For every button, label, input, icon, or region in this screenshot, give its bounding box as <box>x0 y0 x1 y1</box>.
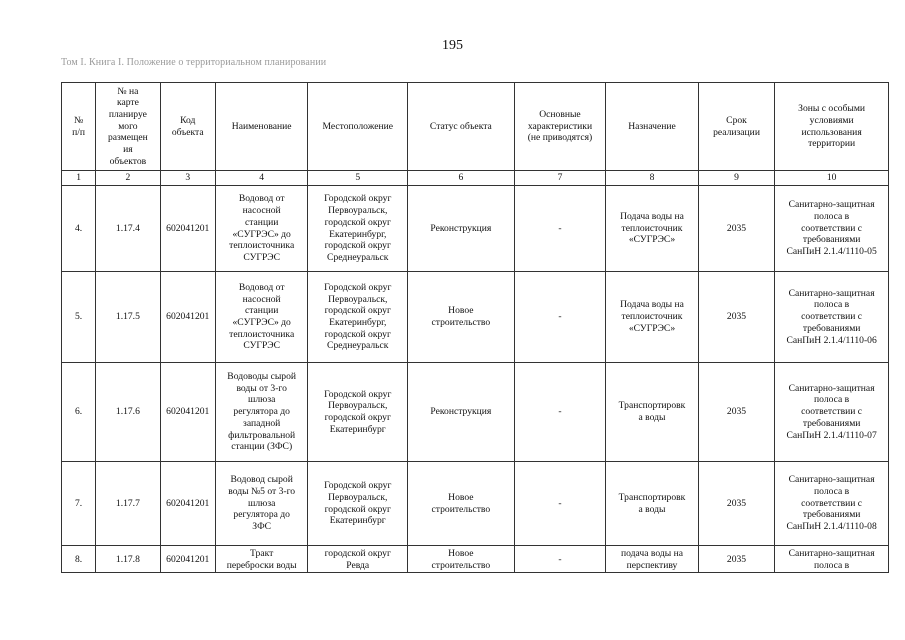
object-status: Новое строительство <box>408 462 515 546</box>
map-number: 1.17.8 <box>96 546 160 573</box>
object-characteristics: - <box>514 546 606 573</box>
header-row <box>62 83 889 171</box>
object-location: Городской округ Первоуральск, городской округ Екатеринбург <box>308 363 408 462</box>
column-number: 10 <box>775 171 889 186</box>
column-number: 5 <box>308 171 408 186</box>
map-number: 1.17.6 <box>96 363 160 462</box>
object-term: 2035 <box>698 462 774 546</box>
row-number: 8. <box>62 546 96 573</box>
object-term: 2035 <box>698 363 774 462</box>
object-characteristics: - <box>514 363 606 462</box>
table-row <box>62 546 889 573</box>
header-cell: Зоны с особыми условиями использования территории <box>775 83 889 171</box>
object-location: Городской округ Первоуральск, городской округ Екатеринбург, городской округ Среднеуральск <box>308 186 408 272</box>
object-name: Водоводы сырой воды от 3-го шлюза регулятора до западной фильтровальной станции (ЗФС) <box>215 363 308 462</box>
row-number: 4. <box>62 186 96 272</box>
header-cell: Код объекта <box>160 83 215 171</box>
object-name: Водовод сырой воды №5 от 3-го шлюза регулятора до ЗФС <box>215 462 308 546</box>
object-location: Городской округ Первоуральск, городской округ Екатеринбург <box>308 462 408 546</box>
column-number: 8 <box>606 171 699 186</box>
object-zones: Санитарно-защитная полоса в <box>775 546 889 573</box>
object-status: Новое строительство <box>408 546 515 573</box>
map-number: 1.17.4 <box>96 186 160 272</box>
object-code: 602041201 <box>160 546 215 573</box>
object-status: Новое строительство <box>408 272 515 363</box>
object-zones: Санитарно-защитная полоса в соответствии с требованиями СанПиН 2.1.4/1110-05 <box>775 186 889 272</box>
object-purpose: подача воды на перспективу <box>606 546 699 573</box>
object-code: 602041201 <box>160 186 215 272</box>
object-purpose: Подача воды на теплоисточник «СУГРЭС» <box>606 272 699 363</box>
object-code: 602041201 <box>160 462 215 546</box>
object-characteristics: - <box>514 186 606 272</box>
row-number: 7. <box>62 462 96 546</box>
object-zones: Санитарно-защитная полоса в соответствии с требованиями СанПиН 2.1.4/1110-06 <box>775 272 889 363</box>
object-name: Тракт переброски воды <box>215 546 308 573</box>
column-number: 4 <box>215 171 308 186</box>
object-term: 2035 <box>698 272 774 363</box>
column-number: 2 <box>96 171 160 186</box>
column-number: 7 <box>514 171 606 186</box>
table-row <box>62 186 889 272</box>
object-characteristics: - <box>514 462 606 546</box>
row-number: 6. <box>62 363 96 462</box>
column-number: 6 <box>408 171 515 186</box>
header-cell: Основные характеристики (не приводятся) <box>514 83 606 171</box>
object-zones: Санитарно-защитная полоса в соответствии с требованиями СанПиН 2.1.4/1110-08 <box>775 462 889 546</box>
table-row <box>62 462 889 546</box>
object-purpose: Подача воды на теплоисточник «СУГРЭС» <box>606 186 699 272</box>
object-characteristics: - <box>514 272 606 363</box>
column-number-row <box>62 171 889 186</box>
column-number: 3 <box>160 171 215 186</box>
header-cell: Местоположение <box>308 83 408 171</box>
column-number: 1 <box>62 171 96 186</box>
object-status: Реконструкция <box>408 363 515 462</box>
page-number: 195 <box>442 38 463 53</box>
header-cell: Назначение <box>606 83 699 171</box>
header-cell: Наименование <box>215 83 308 171</box>
column-number: 9 <box>698 171 774 186</box>
map-number: 1.17.7 <box>96 462 160 546</box>
object-term: 2035 <box>698 186 774 272</box>
object-code: 602041201 <box>160 272 215 363</box>
object-term: 2035 <box>698 546 774 573</box>
table-row <box>62 363 889 462</box>
object-name: Водовод от насосной станции «СУГРЭС» до теплоисточника СУГРЭС <box>215 272 308 363</box>
table-row <box>62 272 889 363</box>
map-number: 1.17.5 <box>96 272 160 363</box>
object-purpose: Транспортировк а воды <box>606 462 699 546</box>
object-location: Городской округ Первоуральск, городской округ Екатеринбург, городской округ Среднеуральск <box>308 272 408 363</box>
row-number: 5. <box>62 272 96 363</box>
object-location: городской округ Ревда <box>308 546 408 573</box>
object-code: 602041201 <box>160 363 215 462</box>
object-name: Водовод от насосной станции «СУГРЭС» до теплоисточника СУГРЭС <box>215 186 308 272</box>
object-status: Реконструкция <box>408 186 515 272</box>
header-cell: Срок реализации <box>698 83 774 171</box>
header-cell: № на карте планируе мого размещен ия объектов <box>96 83 160 171</box>
running-header: Том I. Книга I. Положение о территориальном планировании <box>61 57 327 68</box>
object-purpose: Транспортировк а воды <box>606 363 699 462</box>
header-cell: № п/п <box>62 83 96 171</box>
object-zones: Санитарно-защитная полоса в соответствии с требованиями СанПиН 2.1.4/1110-07 <box>775 363 889 462</box>
objects-table <box>61 82 889 573</box>
header-cell: Статус объекта <box>408 83 515 171</box>
